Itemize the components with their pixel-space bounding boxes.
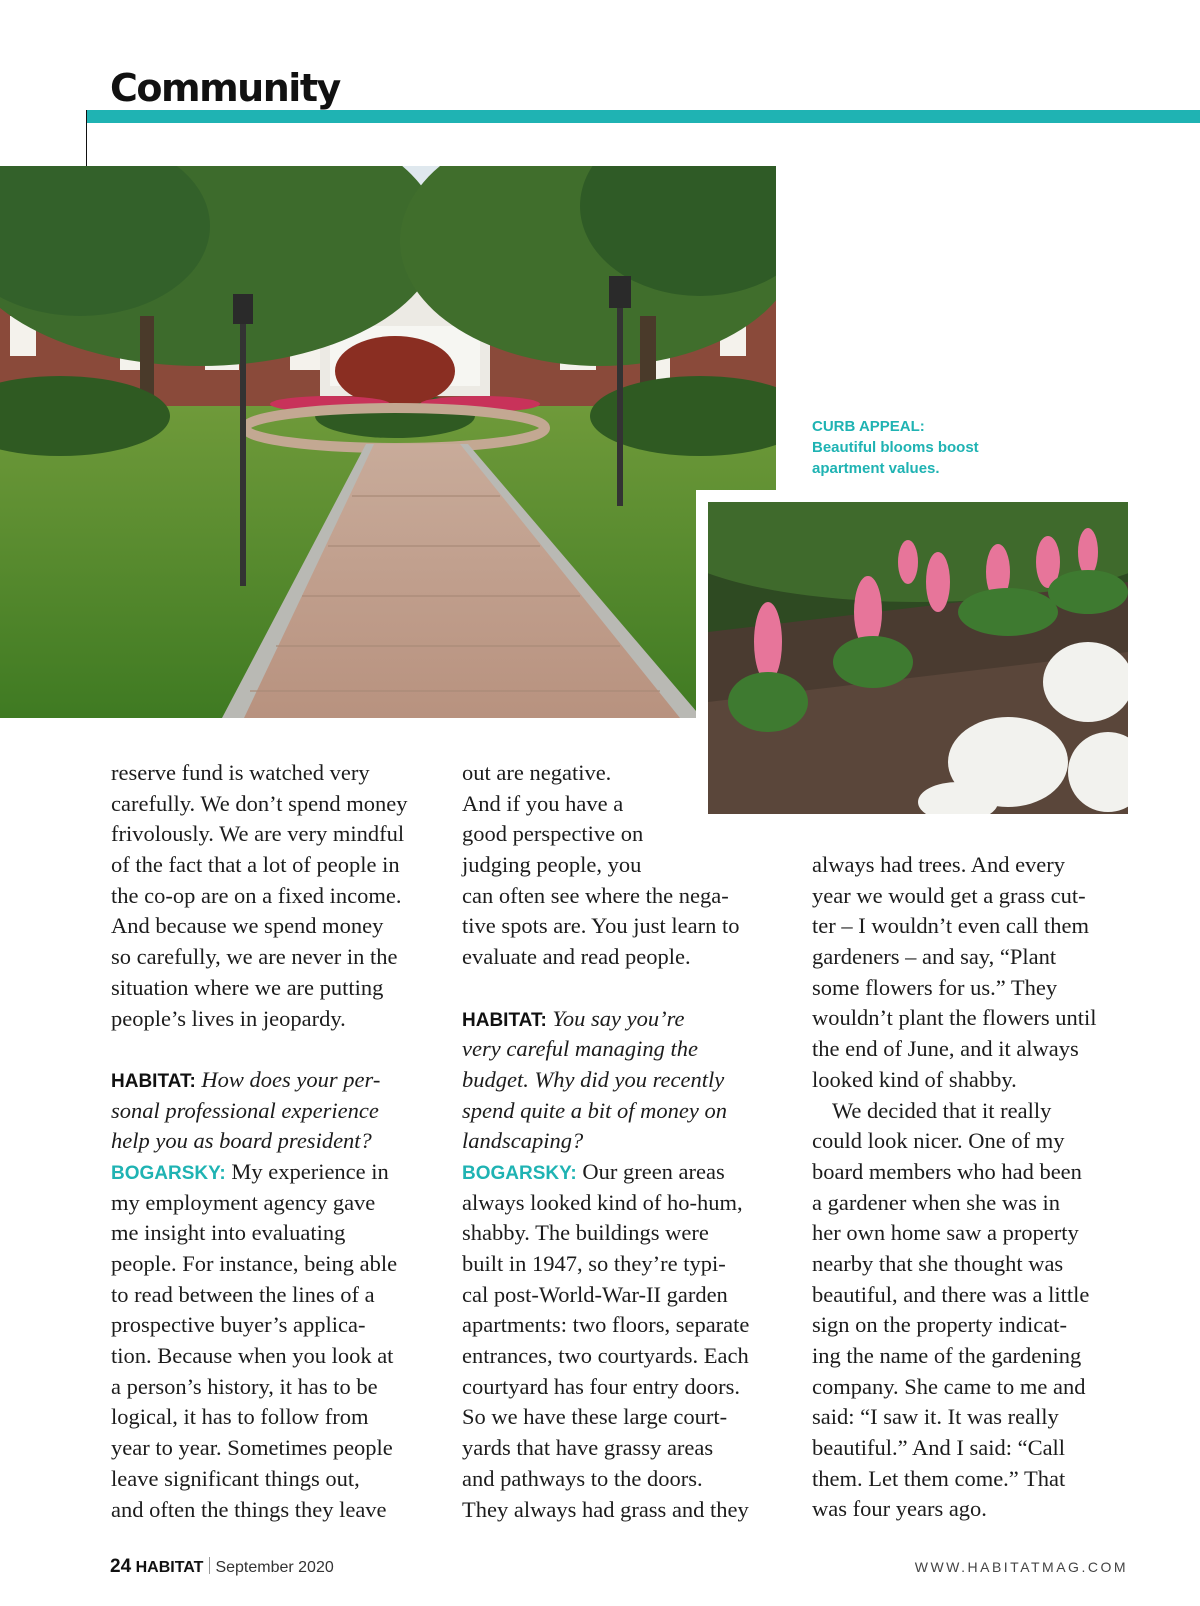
text-line: So we have these large court- (462, 1404, 728, 1430)
article-column-3 (812, 850, 1142, 1525)
text-line: always had trees. And every (812, 852, 1066, 877)
text-line: some flowers for us.” They (812, 974, 1058, 1000)
text-line: year to year. Sometimes people (111, 1435, 393, 1461)
text-line: beautiful.” And I said: “Call (812, 1435, 1066, 1461)
question-line (111, 1065, 431, 1096)
question-text: How does your per- (201, 1066, 381, 1092)
text-line: year we would get a grass cut- (812, 882, 1086, 908)
magazine-name: HABITAT (135, 1559, 204, 1576)
caption-line: Beautiful blooms boost (812, 439, 979, 456)
text-line: to read between the lines of a (111, 1281, 375, 1307)
text-line: so carefully, we are never in the (111, 944, 398, 970)
text-line: looked kind of shabby. (812, 1066, 1017, 1092)
text-line: the end of June, and it always (812, 1036, 1079, 1062)
question-text: You say you’re (552, 1005, 685, 1031)
answer-text: Our green areas (582, 1158, 725, 1184)
text-line: them. Let them come.” That (812, 1465, 1066, 1491)
text-line: wouldn’t plant the flowers until (812, 1005, 1097, 1031)
question-text: spend quite a bit of money on (462, 1097, 727, 1123)
caption-line: apartment values. (812, 460, 940, 477)
text-line: tion. Because when you look at (111, 1343, 394, 1369)
text-line: frivolously. We are very mindful (111, 821, 405, 847)
text-line: of the fact that a lot of people in (111, 852, 400, 878)
text-line: always looked kind of ho-hum, (462, 1189, 743, 1215)
text-line: carefully. We don’t spend money (111, 790, 408, 816)
text-line: reserve fund is watched very (111, 760, 370, 785)
text-line: logical, it has to follow from (111, 1404, 369, 1430)
answer-line (111, 1157, 431, 1188)
text-line: situation where we are putting (111, 974, 384, 1000)
courtyard-photo (0, 166, 776, 718)
text-line: a gardener when she was in (812, 1189, 1061, 1215)
text-line: gardeners – and say, “Plant (812, 944, 1057, 970)
question-text: landscaping? (462, 1128, 584, 1154)
text-line: her own home saw a property (812, 1220, 1079, 1246)
text-line: sign on the property indicat- (812, 1312, 1067, 1338)
text-line: judging people, you (462, 852, 642, 878)
text-line: and pathways to the doors. (462, 1465, 703, 1491)
website-link[interactable]: WWW.HABITATMAG.COM (914, 1559, 1128, 1575)
text-line: prospective buyer’s applica- (111, 1312, 366, 1338)
text-line: people’s lives in jeopardy. (111, 1005, 346, 1031)
text-line: and often the things they leave (111, 1496, 387, 1522)
section-title: Community (110, 66, 340, 110)
text-line: yards that have grassy areas (462, 1435, 714, 1461)
text-line: And because we spend money (111, 913, 384, 939)
question-text: sonal professional experience (111, 1097, 379, 1123)
text-line: ter – I wouldn’t even call them (812, 913, 1089, 939)
footer-divider (209, 1557, 210, 1574)
text-line: tive spots are. You just learn to (462, 913, 740, 939)
issue-date: September 2020 (215, 1559, 334, 1576)
text-line: out are negative. (462, 760, 612, 785)
question-text: help you as board president? (111, 1128, 372, 1154)
text-line: shabby. The buildings were (462, 1220, 709, 1246)
text-line: could look nicer. One of my (812, 1128, 1065, 1154)
page-footer (110, 1556, 334, 1578)
interviewee-label: BOGARSKY: (111, 1162, 226, 1184)
text-line: apartments: two floors, separate (462, 1312, 750, 1338)
text-line: entrances, two courtyards. Each (462, 1343, 749, 1369)
text-line: built in 1947, so they’re typi- (462, 1251, 726, 1276)
text-line: people. For instance, being able (111, 1251, 398, 1276)
text-line: leave significant things out, (111, 1465, 360, 1491)
text-line: a person’s history, it has to be (111, 1373, 378, 1399)
text-line: board members who had been (812, 1158, 1082, 1184)
courtyard-illustration (0, 166, 776, 718)
answer-text: My experience in (231, 1158, 389, 1184)
answer-line (462, 1157, 782, 1188)
text-line: courtyard has four entry doors. (462, 1373, 741, 1399)
question-text: budget. Why did you recently (462, 1066, 725, 1092)
text-line: beautiful, and there was a little (812, 1281, 1090, 1307)
text-line: can often see where the nega- (462, 882, 729, 908)
text-line: nearby that she thought was (812, 1250, 1064, 1276)
text-line: the co-op are on a fixed income. (111, 882, 402, 908)
interviewee-label: BOGARSKY: (462, 1162, 577, 1184)
caption-title: CURB APPEAL: (812, 418, 925, 435)
question-text: very careful managing the (462, 1036, 698, 1062)
article-column-2 (462, 758, 782, 1525)
interviewer-label: HABITAT: (111, 1070, 196, 1092)
text-line: company. She came to me and (812, 1373, 1086, 1399)
text-line: And if you have a (462, 790, 624, 816)
text-line: my employment agency gave (111, 1189, 376, 1215)
text-line: They always had grass and they (462, 1496, 749, 1522)
question-line (462, 1004, 782, 1035)
text-line: evaluate and read people. (462, 944, 691, 970)
text-line: good perspective on (462, 821, 644, 847)
text-line: said: “I saw it. It was really (812, 1404, 1059, 1430)
text-line: We decided that it really (832, 1097, 1052, 1123)
section-header-rule (86, 110, 1200, 123)
text-line: me insight into evaluating (111, 1220, 346, 1246)
photo-caption (812, 416, 1042, 479)
text-line: cal post-World-War-II garden (462, 1281, 728, 1307)
interviewer-label: HABITAT: (462, 1009, 547, 1031)
article-column-1 (111, 758, 431, 1525)
text-line: ing the name of the gardening (812, 1343, 1082, 1368)
text-line: was four years ago. (812, 1496, 987, 1522)
vertical-rule (86, 110, 87, 168)
page-number: 24 (110, 1556, 132, 1577)
